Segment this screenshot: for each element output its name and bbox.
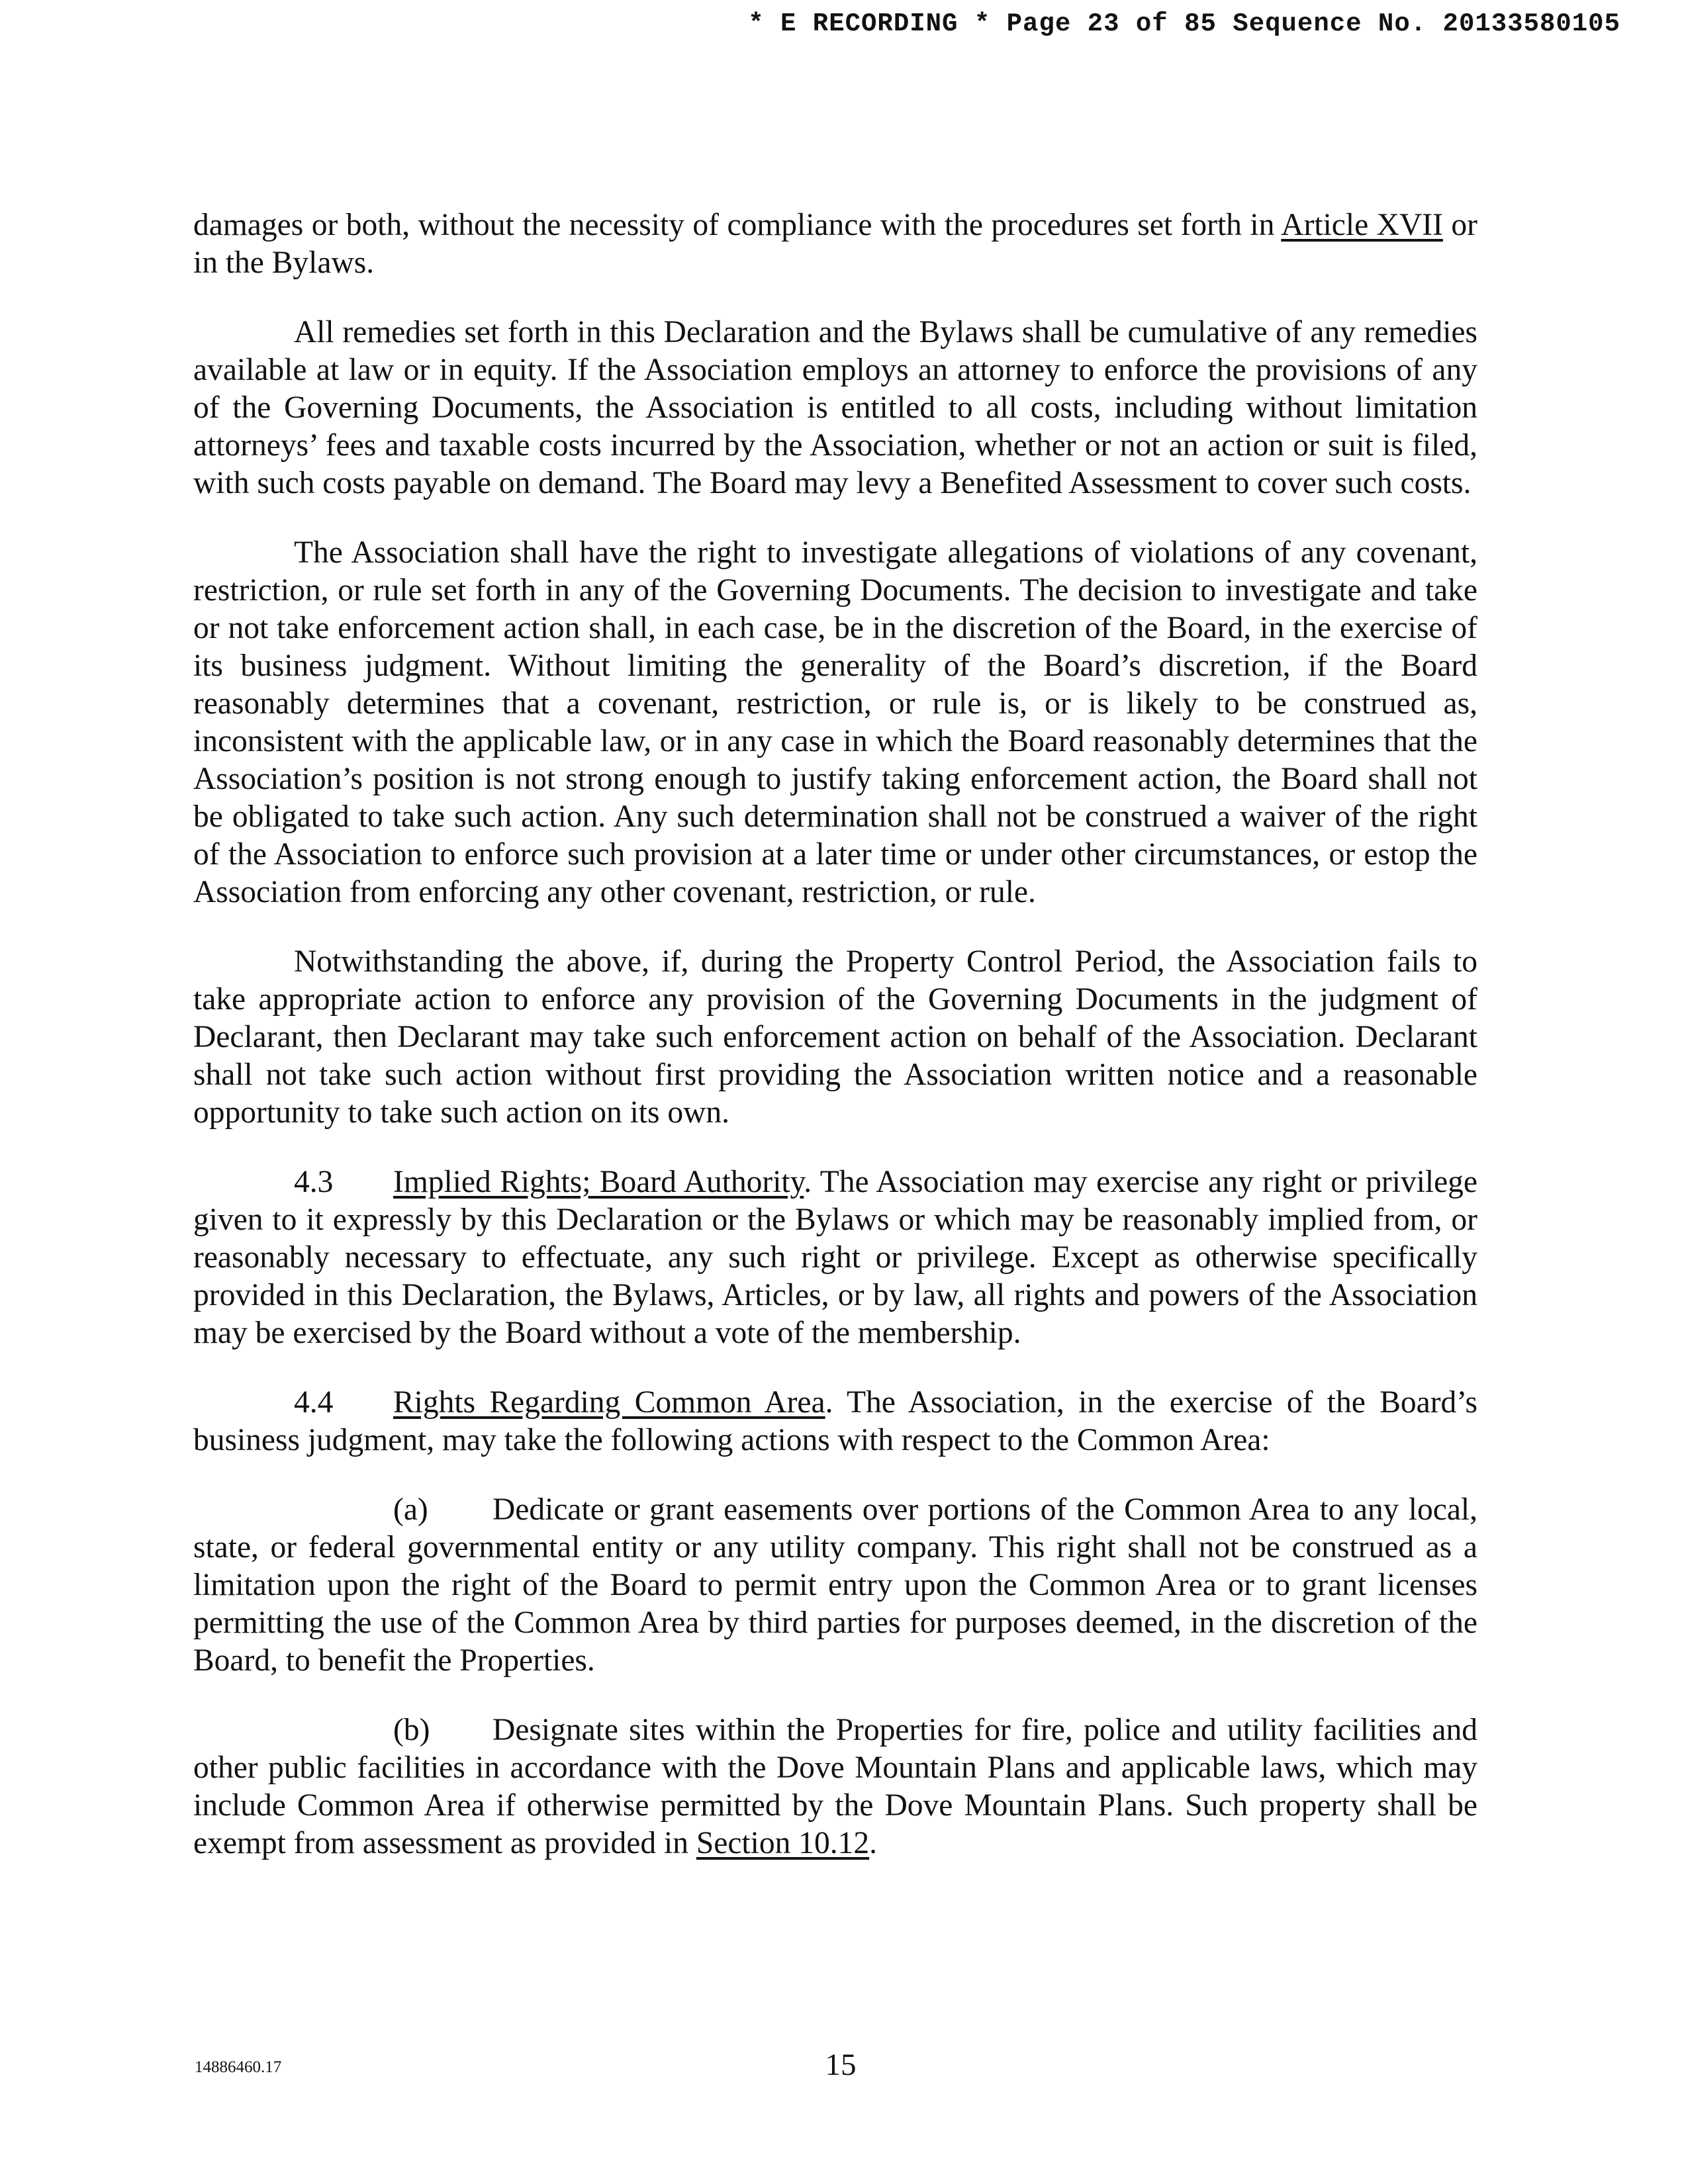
paragraph-text: or in the Bylaws. (193, 208, 1478, 280)
subsection-text: . (869, 1826, 877, 1860)
paragraph-investigation: The Association shall have the right to investigate allegations of violations of any covenant, restriction, or rule set forth in any of the Governing Documents. The decision to investigate and take or not take enforcement action shall, in each case, be in the discretion of the Board, in the exercise of its business judgment. Without limiting the generality of the Board’s discretion, if the Board reasonably determines that a covenant, restriction, or rule is, or is likely to be construed as, inconsistent with the applicable law, or in any case in which the Board reasonably determines that the Association’s position is not strong enough to justify taking enforcement action, the Board shall not be obligated to take such action. Any such determination shall not be construed a waiver of the right of the Association to enforce such provision at a later time or under other circumstances, or estop the Association from enforcing any other covenant, restriction, or rule. (193, 535, 1477, 909)
paragraph-declarant-enforcement: Notwithstanding the above, if, during the Property Control Period, the Association fails to take appropriate action to enforce any provision of the Governing Documents in the judgment of Declarant, then Declarant may take such enforcement action on behalf of the Association. Declarant shall not take such action without first providing the Association written notice and a reasonable opportunity to take such action on its own. (193, 944, 1477, 1130)
section-4-3 (193, 1163, 1477, 1352)
subsection-label: (b) (393, 1713, 430, 1747)
recording-stamp-header: * E RECORDING * Page 23 of 85 Sequence No. 20133580105 (748, 9, 1620, 38)
subsection-a (193, 1491, 1477, 1680)
paragraph-text: damages or both, without the necessity of compliance with the procedures set forth in (193, 208, 1282, 242)
page-number: 15 (825, 2048, 857, 2082)
section-heading: Rights Regarding Common Area (393, 1385, 825, 1420)
paragraph-continuation (193, 206, 1477, 282)
subsection-b (193, 1711, 1477, 1862)
section-4-4 (193, 1384, 1477, 1459)
section-number: 4.3 (294, 1165, 334, 1199)
section-text: . The Association may exercise any right or privilege given to it expressly by this Declaration or the Bylaws or which may be reasonably implied from, or reasonably necessary to effectuate, any such right or privilege. Except as otherwise specifically provided in this Declaration, the Bylaws, Articles, or by law, all rights and powers of the Association may be exercised by the Board without a vote of the membership. (193, 1165, 1478, 1350)
subsection-text: Dedicate or grant easements over portions of the Common Area to any local, state, or federal governmental entity or any utility company. This right shall not be construed as a limitation upon the right of the Board to permit entry upon the Common Area or to grant licenses permitting the use of the Common Area by third parties for purposes deemed, in the discretion of the Board, to benefit the Properties. (193, 1492, 1477, 1678)
document-body (193, 206, 1477, 1894)
article-reference: Article XVII (1281, 208, 1443, 242)
subsection-label: (a) (393, 1492, 428, 1527)
section-heading: Implied Rights; Board Authority (393, 1165, 804, 1199)
subsection-text: Designate sites within the Properties for fire, police and utility facilities and other public facilities in accordance with the Dove Mountain Plans and applicable laws, which may include Common Area if otherwise permitted by the Dove Mountain Plans. Such property shall be exempt from assessment as provided in (193, 1713, 1477, 1860)
section-number: 4.4 (294, 1385, 334, 1420)
document-id: 14886460.17 (195, 2058, 282, 2076)
paragraph-remedies: All remedies set forth in this Declaration and the Bylaws shall be cumulative of any remedies available at law or in equity. If the Association employs an attorney to enforce the provisions of any of the Governing Documents, the Association is entitled to all costs, including without limitation attorneys’ fees and taxable costs incurred by the Association, whether or not an action or suit is filed, with such costs payable on demand. The Board may levy a Benefited Assessment to cover such costs. (193, 315, 1477, 500)
section-text: . The Association, in the exercise of the Board’s business judgment, may take the following actions with respect to the Common Area: (193, 1385, 1477, 1457)
section-reference: Section 10.12 (696, 1826, 870, 1860)
